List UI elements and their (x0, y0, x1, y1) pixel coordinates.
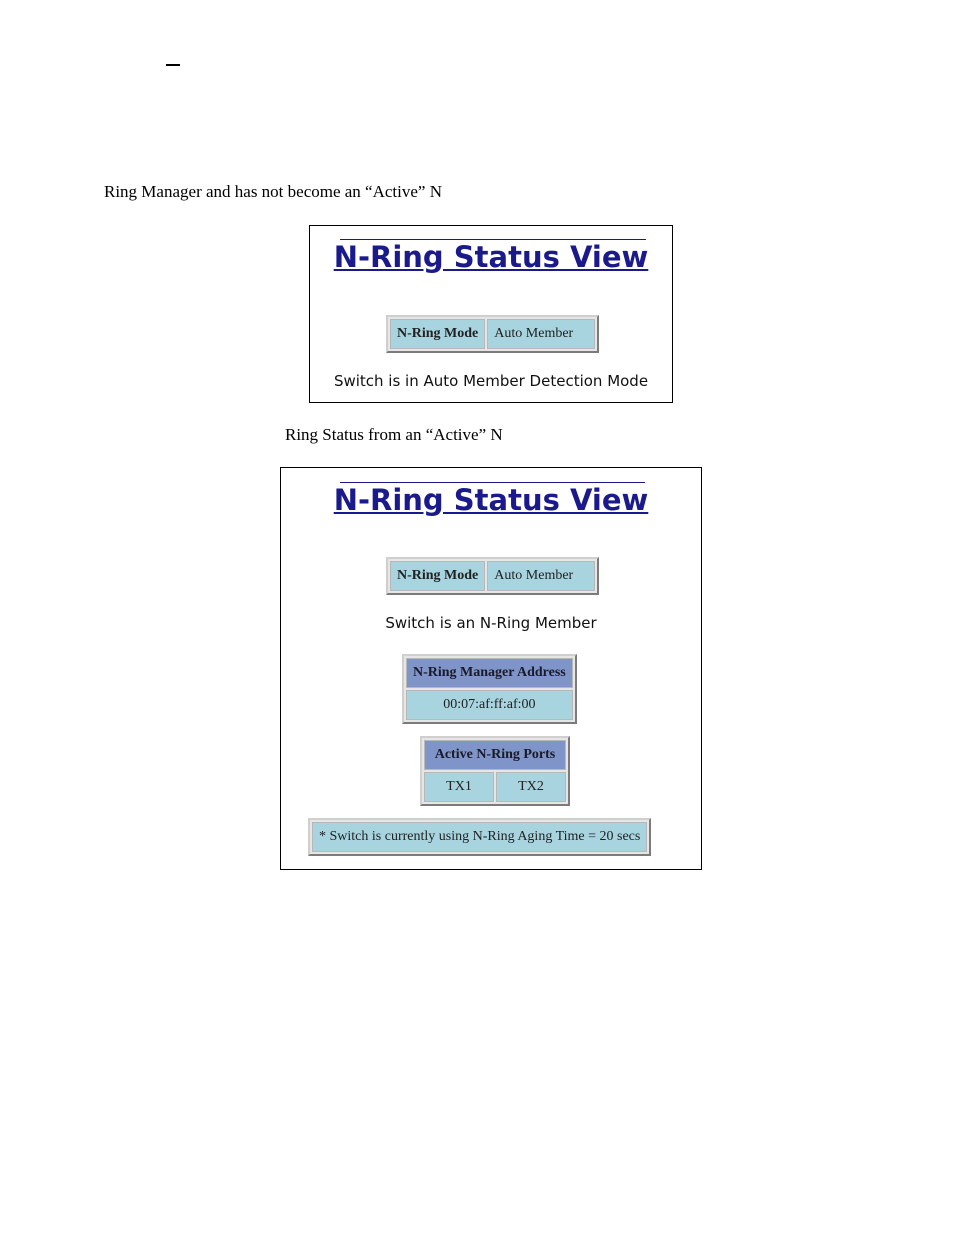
mode-label: N-Ring Mode (390, 319, 485, 349)
active-ports-header: Active N-Ring Ports (424, 740, 566, 770)
port-cell: TX1 (424, 772, 494, 802)
mode-value: Auto Member (487, 319, 595, 349)
status-panel-2 (280, 467, 702, 870)
manager-address-value: 00:07:af:ff:af:00 (406, 690, 573, 720)
port-cell: TX2 (496, 772, 566, 802)
status-text: Switch is in Auto Member Detection Mode (333, 372, 649, 390)
mode-table (386, 557, 599, 595)
document-caption: Ring Status from an “Active” N (285, 425, 503, 444)
dash-mark (166, 64, 180, 66)
page-title: N-Ring Status View (333, 240, 649, 274)
status-panel-1 (309, 225, 673, 403)
page-title: N-Ring Status View (333, 483, 649, 517)
manager-address-table (402, 654, 577, 724)
mode-label: N-Ring Mode (390, 561, 485, 591)
status-text: Switch is an N-Ring Member (385, 614, 597, 632)
active-ports-table (420, 736, 570, 806)
mode-value: Auto Member (487, 561, 595, 591)
manager-address-header: N-Ring Manager Address (406, 658, 573, 688)
document-line: Ring Manager and has not become an “Active” N (104, 182, 442, 201)
aging-note-table (308, 818, 651, 856)
mode-table (386, 315, 599, 353)
aging-note: * Switch is currently using N-Ring Aging Time = 20 secs (312, 822, 647, 852)
